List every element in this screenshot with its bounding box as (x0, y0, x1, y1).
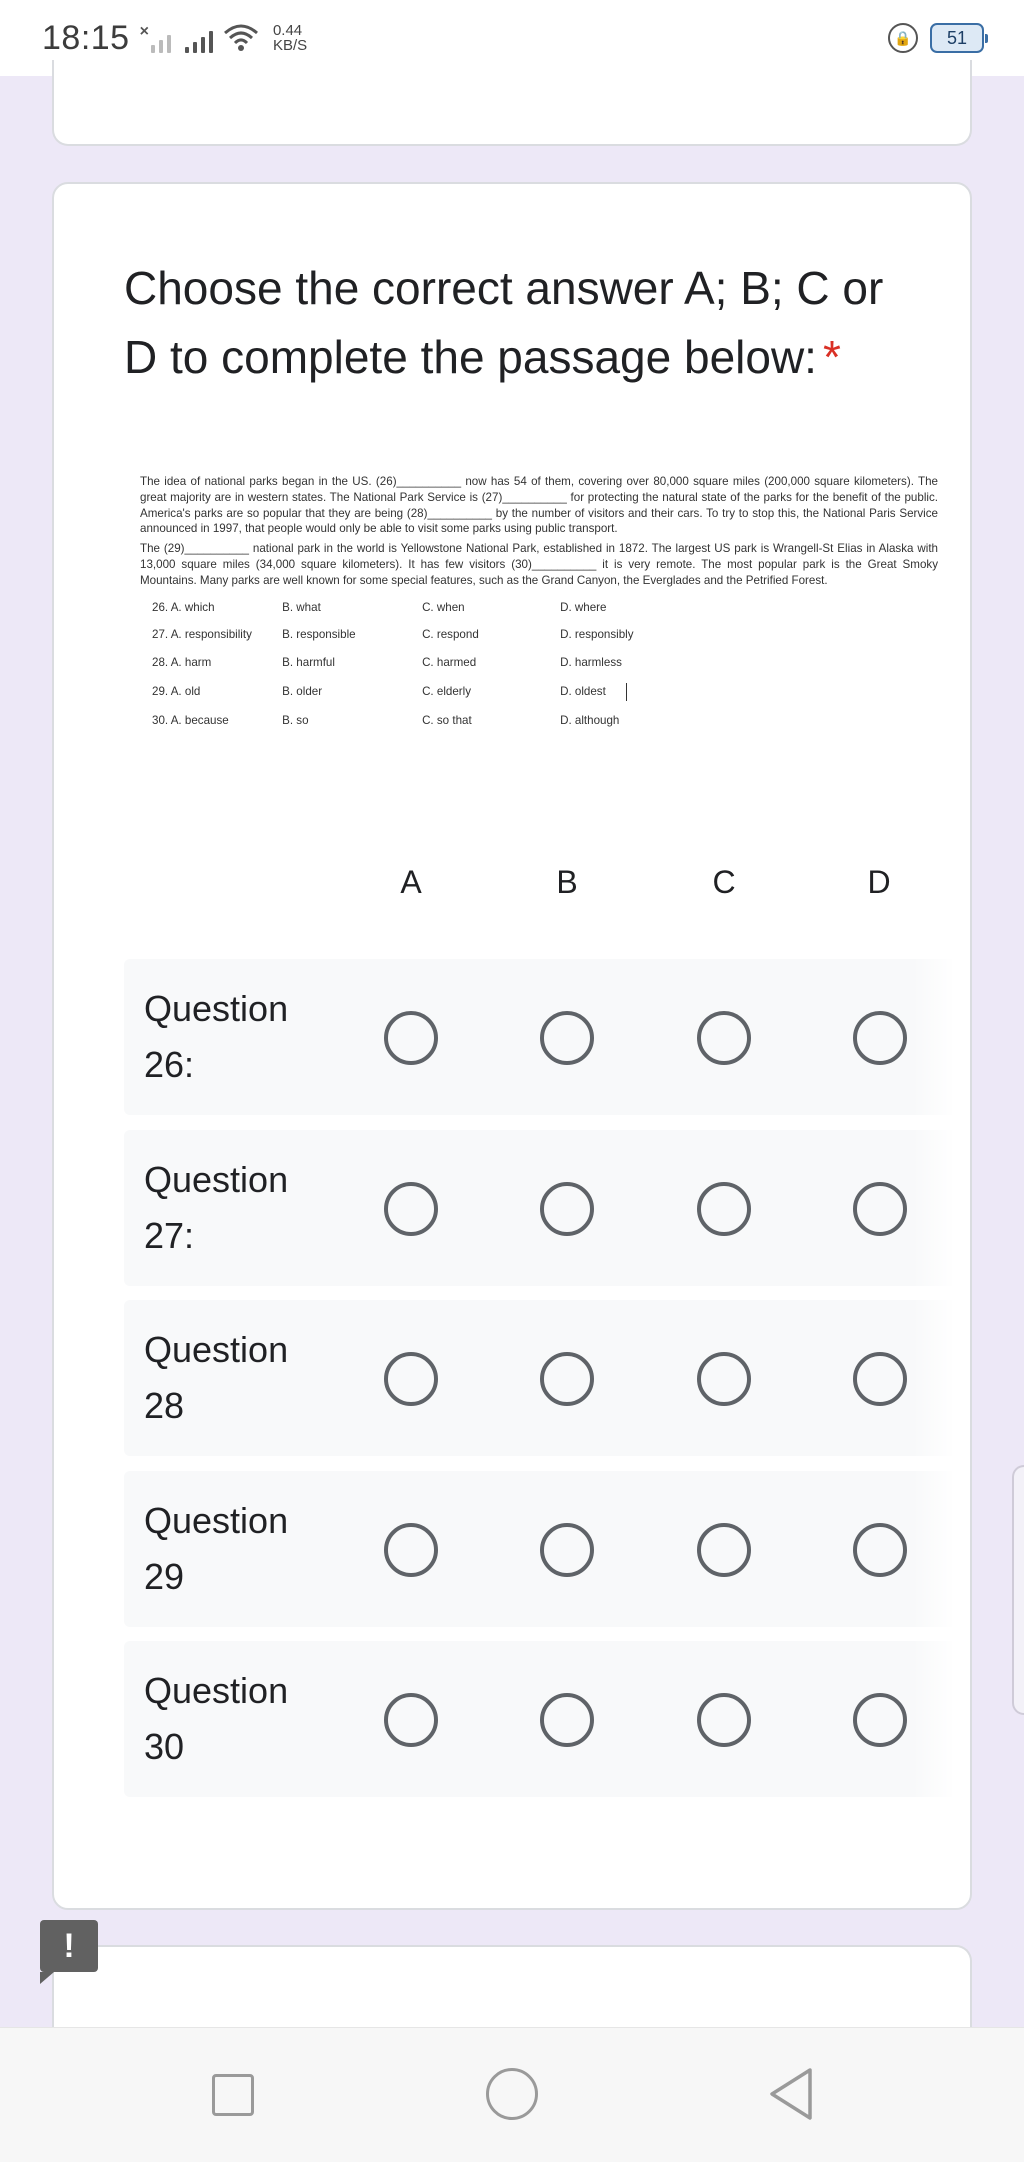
grid-row-question-29 (124, 1471, 952, 1627)
grid-row-question-27 (124, 1130, 952, 1286)
back-button[interactable] (766, 2066, 816, 2122)
radio-q27-a[interactable] (384, 1182, 438, 1236)
edge-panel-handle[interactable] (1012, 1465, 1024, 1715)
options-row: 30. A. because B. so C. so that D. although (152, 713, 620, 727)
radio-q30-c[interactable] (697, 1693, 751, 1747)
column-header-a: A (400, 864, 422, 900)
row-label: Question 30 (144, 1670, 289, 1767)
radio-q27-c[interactable] (697, 1182, 751, 1236)
wifi-icon (223, 23, 259, 53)
grid-column-headers (54, 864, 974, 924)
recent-apps-button[interactable] (212, 2074, 254, 2116)
radio-q30-b[interactable] (540, 1693, 594, 1747)
passage-paragraph-1: The idea of national parks began in the US. (26)__________ now has 54 of them, covering over 80,000 square miles (200,000 square kilometers). The great majority are in western states. The National Park Service is (27)__________ for protecting the natural state of the parks for the benefit of the public. America's parks are so popular that they are being (28)__________ by the number of visitors and their cars. To try to stop this, the National Paris Service announced in 1997, that people would only be able to visit some parks using public transport. (140, 475, 938, 536)
radio-q28-a[interactable] (384, 1352, 438, 1406)
grid-row-question-28 (124, 1300, 952, 1456)
previous-question-card (52, 60, 972, 146)
battery-level: 51 (946, 27, 968, 48)
column-header-c: C (712, 864, 736, 900)
battery-icon (930, 23, 984, 53)
radio-q30-d[interactable] (853, 1693, 907, 1747)
row-label: Question 26: (144, 988, 289, 1085)
radio-q27-b[interactable] (540, 1182, 594, 1236)
row-label: Question 27: (144, 1159, 289, 1256)
grid-row-question-26 (124, 959, 952, 1115)
radio-q29-b[interactable] (540, 1523, 594, 1577)
options-row: 28. A. harm B. harmful C. harmed D. harmless (152, 656, 622, 670)
radio-q28-b[interactable] (540, 1352, 594, 1406)
column-header-b: B (556, 864, 578, 900)
navigation-bar (0, 2027, 1024, 2162)
row-label: Question 29 (144, 1500, 289, 1597)
radio-q26-a[interactable] (384, 1011, 438, 1065)
row-label: Question 28 (144, 1329, 289, 1426)
lock-rotation-icon: 🔒 (888, 23, 918, 53)
question-title: Choose the correct answer A; B; C or D to complete the passage below: * (124, 262, 884, 383)
radio-q26-c[interactable] (697, 1011, 751, 1065)
radio-q26-d[interactable] (853, 1011, 907, 1065)
radio-q28-d[interactable] (853, 1352, 907, 1406)
passage-image (140, 474, 938, 736)
radio-q29-d[interactable] (853, 1523, 907, 1577)
radio-q29-a[interactable] (384, 1523, 438, 1577)
column-header-d: D (867, 864, 891, 900)
required-marker: * (822, 331, 841, 383)
question-card (52, 182, 972, 1910)
options-row: 26. A. which B. what C. when D. where (152, 600, 607, 614)
report-feedback-icon[interactable]: ! (40, 1920, 98, 1972)
network-speed: 0.44 KB/S (272, 22, 308, 54)
radio-q28-c[interactable] (697, 1352, 751, 1406)
options-row: 29. A. old B. older C. elderly D. oldest (140, 678, 700, 708)
options-row: 27. A. responsibility B. responsible C. respond D. responsibly (152, 628, 634, 642)
text-cursor (626, 683, 628, 701)
status-time: 18:15 (42, 18, 130, 57)
radio-q27-d[interactable] (853, 1182, 907, 1236)
options-table (140, 595, 700, 736)
radio-q26-b[interactable] (540, 1011, 594, 1065)
grid-row-question-30 (124, 1641, 952, 1797)
choice-grid[interactable] (124, 959, 952, 1799)
passage-paragraph-2: The (29)__________ national park in the world is Yellowstone National Park, established in 1872. The largest US park is Wrangell-St Elias in Alaska with 13,000 square miles (34,000 square kilometers). It has few visitors (30)__________ it is very remote. The most popular park is the Great Smoky Mountains. Many parks are well known for some special features, such as the Grand Canyon, the Everglades and the Petrified Forest. (140, 542, 938, 587)
home-button[interactable] (486, 2068, 538, 2120)
radio-q30-a[interactable] (384, 1693, 438, 1747)
signal-icon: × (140, 23, 213, 53)
radio-q29-c[interactable] (697, 1523, 751, 1577)
